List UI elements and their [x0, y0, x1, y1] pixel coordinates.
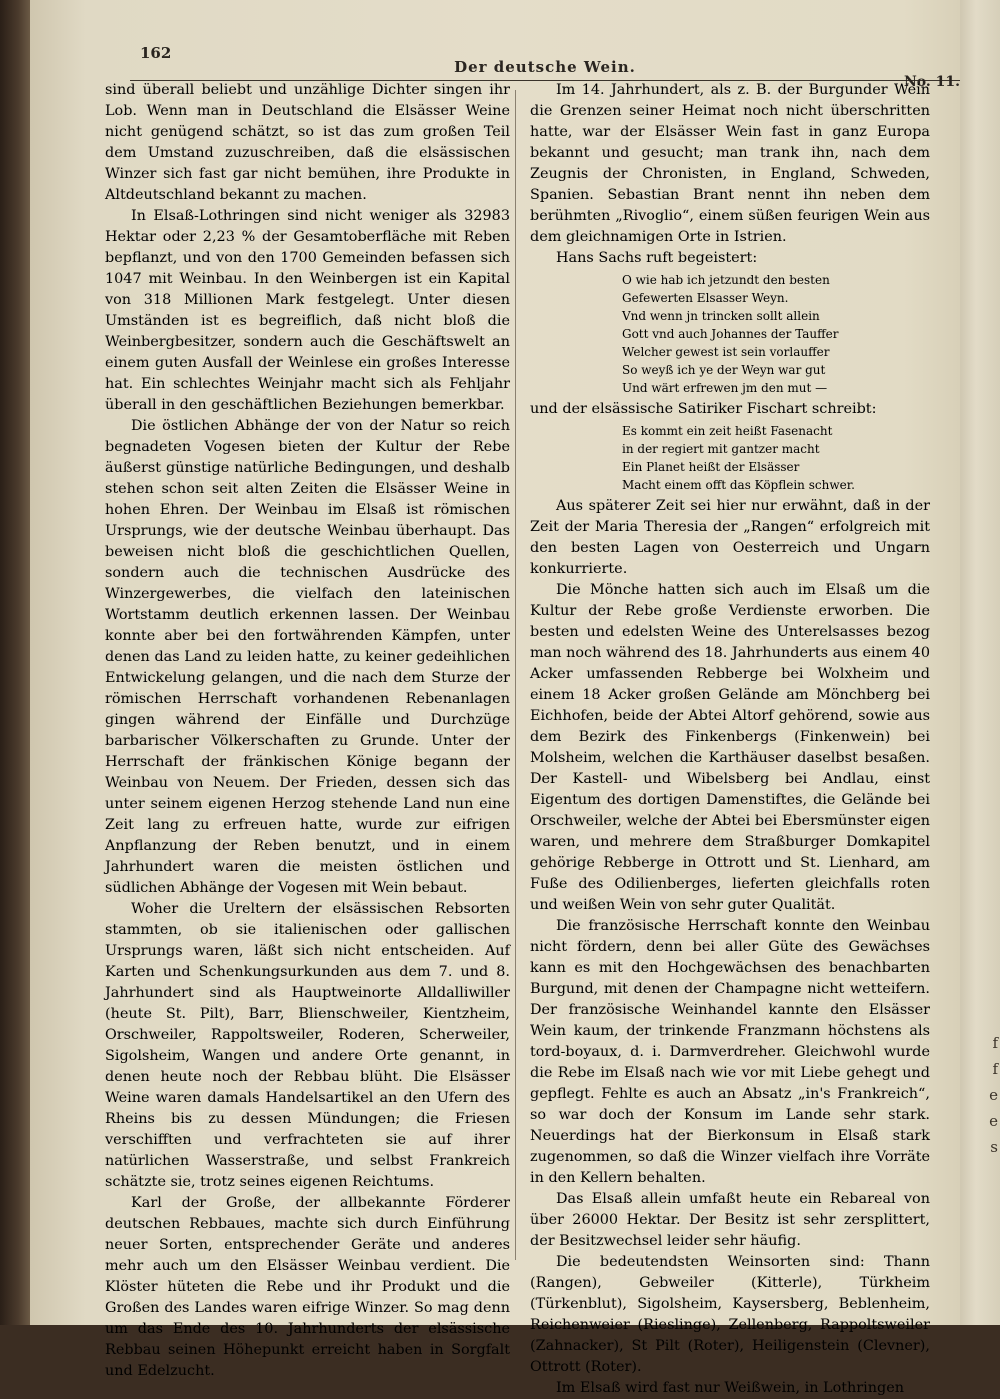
verse-fischart: [622, 422, 930, 494]
edge-glyph: f: [992, 1060, 998, 1078]
paragraph: Die französische Herrschaft konnte den Weinbau nicht fördern, denn bei aller Güte des Gewächses kann es mit den Hochgewächsen des benachbarten Burgund, mit denen der Champagne nicht wetteifern. Der französische Weinhandel kannte den Elsässer Wein kaum, der trinkende Franzmann höchstens als tord-boyaux, d. i. Darmverdreher. Gleichwohl wurde die Rebe im Elsaß nach wie vor mit Liebe gehegt und gepflegt. Fehlte es auch an Absatz „in's Frankreich“, so war doch der Konsum im Lande sehr stark. Neuerdings hat der Bierkonsum in Elsaß stark zugenommen, so daß die Winzer vielfach ihre Vorräte in den Kellern behalten.: [530, 918, 930, 1186]
paragraph: Karl der Große, der allbekannte Förderer deutschen Rebbaues, machte sich durch Einführung neuer Sorten, entsprechender Geräte und anderes mehr auch um den Elsässer Weinbau verdient. Die Klöster hüteten die Rebe und ihr Produkt und die Großen des Landes waren eifrige Winzer. So mag denn um das Ende des 10. Jahrhunderts der elsässische Rebbau seinen Höhepunkt erreicht haben in Sorgfalt und Edelzucht.: [105, 1195, 510, 1379]
paragraph: Im 14. Jahrhundert, als z. B. der Burgunder Wein die Grenzen seiner Heimat noch nicht überschritten hatte, war der Elsässer Wein fast in ganz Europa bekannt und gesucht; man trank ihn, nach dem Zeugnis der Chronisten, in England, Schweden, Spanien. Sebastian Brant nennt ihn neben dem berühmten „Rivoglio“, einem süßen feurigen Wein aus dem gleichnamigen Orte in Istrien.: [530, 82, 930, 245]
verse-line: Es kommt ein zeit heißt Fasenacht: [622, 424, 833, 438]
verse-line: in der regiert mit gantzer macht: [622, 442, 820, 456]
edge-glyphs: [989, 1030, 998, 1160]
running-title: Der deutsche Wein.: [454, 58, 636, 76]
paragraph: Die Mönche hatten sich auch im Elsaß um die Kultur der Rebe große Verdienste erworben. Die besten und edelsten Weine des Unterelsasses bezog man noch während des 18. Jahrhunderts aus einem 40 Acker umfassenden Rebberge bei Wolxheim und einem 18 Acker großen Gelände am Mönchberg bei Eichhofen, beide der Abtei Altorf gehörend, sowie aus dem Bezirk des Finkenbergs (Finkenwein) bei Molsheim, welchen die Karthäuser daselbst besaßen. Der Kastell- und Wibelsberg bei Andlau, einst Eigentum des dortigen Damenstiftes, die Gelände bei Orschweiler, welche der Abtei bei Ebersmünster eigen waren, und mehrere dem Straßburger Domkapitel gehörige Rebberge in Ottrott und St. Lienhard, am Fuße des Odilienberges, lieferten gleichfalls roten und weißen Wein von sehr guter Qualität.: [530, 582, 930, 913]
verse-line: Gott vnd auch Johannes der Tauffer: [622, 327, 839, 341]
paragraph: Im Elsaß wird fast nur Weißwein, in Lothringen: [556, 1380, 905, 1396]
left-column: [105, 80, 510, 1379]
verse-line: Ein Planet heißt der Elsässer: [622, 460, 800, 474]
next-page-edge: [960, 0, 1000, 1325]
column-divider: [515, 90, 516, 1260]
verse-line: O wie hab ich jetzundt den besten: [622, 273, 830, 287]
page-number: 162: [140, 44, 172, 62]
edge-glyph: s: [990, 1138, 998, 1156]
book-spine: [0, 0, 30, 1325]
quote-intro: und der elsässische Satiriker Fischart schreibt:: [530, 401, 877, 417]
paragraph: Die östlichen Abhänge der von der Natur so reich begnadeten Vogesen bieten der Kultur der Rebe äußerst günstige natürliche Bedingungen, und deshalb stehen schon seit alten Zeiten die Elsässer Weine in hohen Ehren. Der Weinbau im Elsaß ist römischen Ursprungs, wie der deutsche Weinbau überhaupt. Das beweisen nicht bloß die geschichtlichen Quellen, sondern auch die technischen Ausdrücke des Winzergewerbes, die vielfach den lateinischen Wortstamm deutlich erkennen lassen. Der Weinbau konnte aber bei den fortwährenden Kämpfen, unter denen das Land zu leiden hatte, zu keiner gedeihlichen Entwickelung gelangen, und die nach dem Sturze der römischen Herrschaft vorhandenen Rebenanlagen gingen während der Einfälle und Durchzüge barbarischer Völkerschaften zu Grunde. Unter der Herrschaft der fränkischen Könige begann der Weinbau von Neuem. Der Frieden, dessen sich das unter seinem eigenen Herzog stehende Land nun eine Zeit lang zu erfreuen hatte, wurde zur eifrigen Anpflanzung der Reben benutzt, und in einem Jahrhundert waren die meisten östlichen und südlichen Abhänge der Vogesen mit Wein bebaut.: [105, 418, 510, 896]
edge-glyph: f: [992, 1034, 998, 1052]
edge-glyph: e: [989, 1086, 998, 1104]
verse-line: Vnd wenn jn trincken sollt allein: [622, 309, 820, 323]
verse-line: Gefewerten Elsasser Weyn.: [622, 291, 789, 305]
edge-glyph: e: [989, 1112, 998, 1130]
quote-intro: Hans Sachs ruft begeistert:: [556, 250, 758, 266]
verse-hans-sachs: [622, 271, 930, 397]
verse-line: So weyß ich ye der Weyn war gut: [622, 363, 826, 377]
paragraph: sind überall beliebt und unzählige Dichter singen ihr Lob. Wenn man in Deutschland die Elsässer Weine nicht genügend schätzt, so ist das zum großen Teil dem Umstand zuzuschreiben, daß die elsässischen Winzer sich fast gar nicht bemühen, ihre Produkte in Altdeutschland bekannt zu machen.: [105, 82, 510, 203]
page-header: [130, 44, 960, 90]
paragraph: Das Elsaß allein umfaßt heute ein Rebareal von über 26000 Hektar. Der Besitz ist sehr zersplittert, der Besitzwechsel leider sehr häufig.: [530, 1191, 930, 1249]
issue-number: No. 11.: [904, 74, 960, 90]
verse-line: Macht einem offt das Köpflein schwer.: [622, 478, 855, 492]
paragraph: Aus späterer Zeit sei hier nur erwähnt, daß in der Zeit der Maria Theresia der „Rangen“ erfolgreich mit den besten Lagen von Oesterreich und Ungarn konkurrierte.: [530, 498, 930, 577]
paragraph: Woher die Ureltern der elsässischen Rebsorten stammten, ob sie italienischen oder gallischen Ursprungs waren, läßt sich nicht entscheiden. Auf Karten und Schenkungsurkunden aus dem 7. und 8. Jahrhundert sind als Hauptweinorte Alldalliwiller (heute St. Pilt), Barr, Blienschweiler, Kientzheim, Orschweiler, Rappoltsweiler, Roderen, Scherweiler, Sigolsheim, Wangen und andere Orte genannt, in denen heute noch der Rebbau blüht. Die Elsässer Weine waren damals Handelsartikel an den Ufern des Rheins bis zu dessen Mündungen; die Friesen verschifften und verfrachteten sie auf ihrer natürlichen Wasserstraße, und selbst Frankreich schätzte sie, trotz seines eigenen Reichtums.: [105, 901, 510, 1190]
right-column: [530, 80, 930, 1396]
verse-line: Welcher gewest ist sein vorlauffer: [622, 345, 830, 359]
verse-line: Und wärt erfrewen jm den mut —: [622, 381, 828, 395]
paragraph: In Elsaß-Lothringen sind nicht weniger als 32983 Hektar oder 2,23 % der Gesamtoberfläche mit Reben bepflanzt, und von den 1700 Gemeinden befassen sich 1047 mit Weinbau. In den Weinbergen ist ein Kapital von 318 Millionen Mark festgelegt. Unter diesen Umständen ist es begreiflich, daß nicht bloß die Weinbergbesitzer, sondern auch die Geschäftswelt an einem guten Ausfall der Weinlese ein großes Interesse hat. Ein schlechtes Weinjahr macht sich als Fehljahr überall in den geschäftlichen Beziehungen bemerkbar.: [105, 208, 510, 413]
paragraph: Die bedeutendsten Weinsorten sind: Thann (Rangen), Gebweiler (Kitterle), Türkheim (Türkenblut), Sigolsheim, Kaysersberg, Beblenheim, Reichenweier (Rieslinge), Zellenberg, Rappoltsweiler (Zahnacker), St Pilt (Roter), Heiligenstein (Clevner), Ottrott (Roter).: [530, 1254, 930, 1375]
